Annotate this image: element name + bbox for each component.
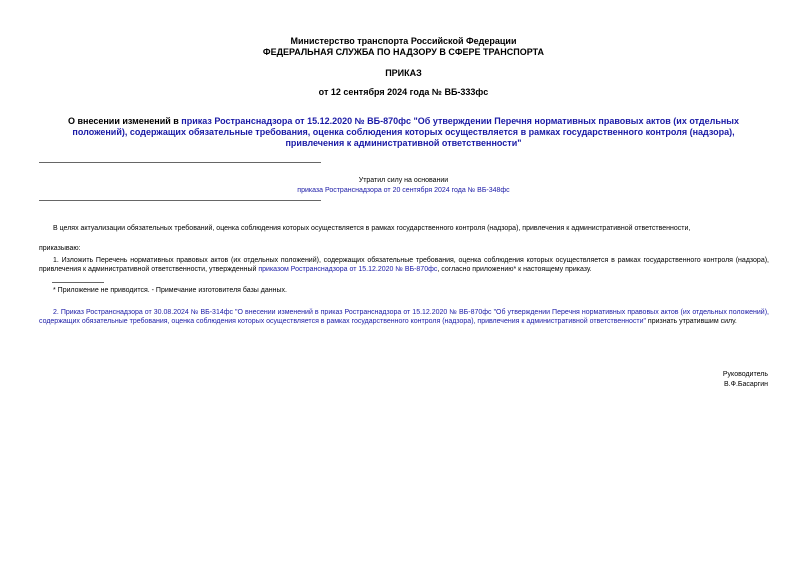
ministry-heading: Министерство транспорта Российской Федерации: [290, 36, 517, 46]
footnote-separator: [52, 282, 104, 283]
footnote: * Приложение не приводится. - Примечание изготовителя базы данных.: [53, 287, 287, 294]
status-repeal-link[interactable]: приказа Ространснадзора от 20 сентября 2024 года № ВБ-348фс: [297, 187, 510, 194]
title-amended-order-link[interactable]: приказ Ространснадзора от 15.12.2020 № ВБ-870фс "Об утверждении Перечня нормативных правовых актов (их отдельных положений), содержащих обязательные требования, оценка соблюдения которых осуществляется в рамках государственного контроля (надзора), привлечения к административной ответственности": [72, 116, 739, 148]
document-title: [44, 116, 763, 149]
signature-name: В.Ф.Басаргин: [724, 381, 768, 388]
item-1-order-link[interactable]: приказом Ространснадзора от 15.12.2020 № ВБ-870фс: [258, 266, 438, 273]
title-prefix: О внесении изменений в: [68, 116, 182, 126]
item-2-number: 2.: [53, 309, 61, 316]
doc-type-heading: ПРИКАЗ: [385, 68, 422, 78]
service-heading: ФЕДЕРАЛЬНАЯ СЛУЖБА ПО НАДЗОРУ В СФЕРЕ ТРАНСПОРТА: [262, 47, 545, 57]
order-word: приказываю:: [39, 245, 81, 252]
signature-block: [723, 370, 768, 390]
item-1-paragraph: [39, 256, 769, 274]
doc-date: от 12 сентября 2024 года № ВБ-333фс: [318, 87, 489, 97]
intro-paragraph: В целях актуализации обязательных требований, оценка соблюдения которых осуществляется в рамках государственного контроля (надзора), привлечения к административной ответственности,: [53, 225, 691, 232]
separator-top: [39, 162, 321, 163]
item-1-text-end: , согласно приложению* к настоящему приказу.: [437, 266, 592, 273]
signature-position: Руководитель: [722, 371, 768, 378]
separator-bottom: [39, 200, 321, 201]
item-2-paragraph: [39, 308, 769, 326]
status-label: Утратил силу на основании: [358, 177, 449, 184]
item-2-order-link[interactable]: Приказ Ространснадзора от 30.08.2024 № ВБ-314фс "О внесении изменений в приказ Ространснадзора от 15.12.2020 № ВБ-870фс "Об утверждении Перечня нормативных правовых актов (их отдельных положений), содержащих обязательные требования, оценка соблюдения которых осуществляется в рамках государственного контроля (надзора), привлечения к административной ответственности": [39, 309, 769, 325]
item-2-text-end: признать утратившим силу.: [645, 318, 737, 325]
item-1-text: 1. Изложить Перечень нормативных правовых актов (их отдельных положений), содержащих обязательные требования, оценка соблюдения которых осуществляется в рамках государственного контроля (надзора), привлечения к административной ответственности, утвержденный: [39, 257, 769, 273]
